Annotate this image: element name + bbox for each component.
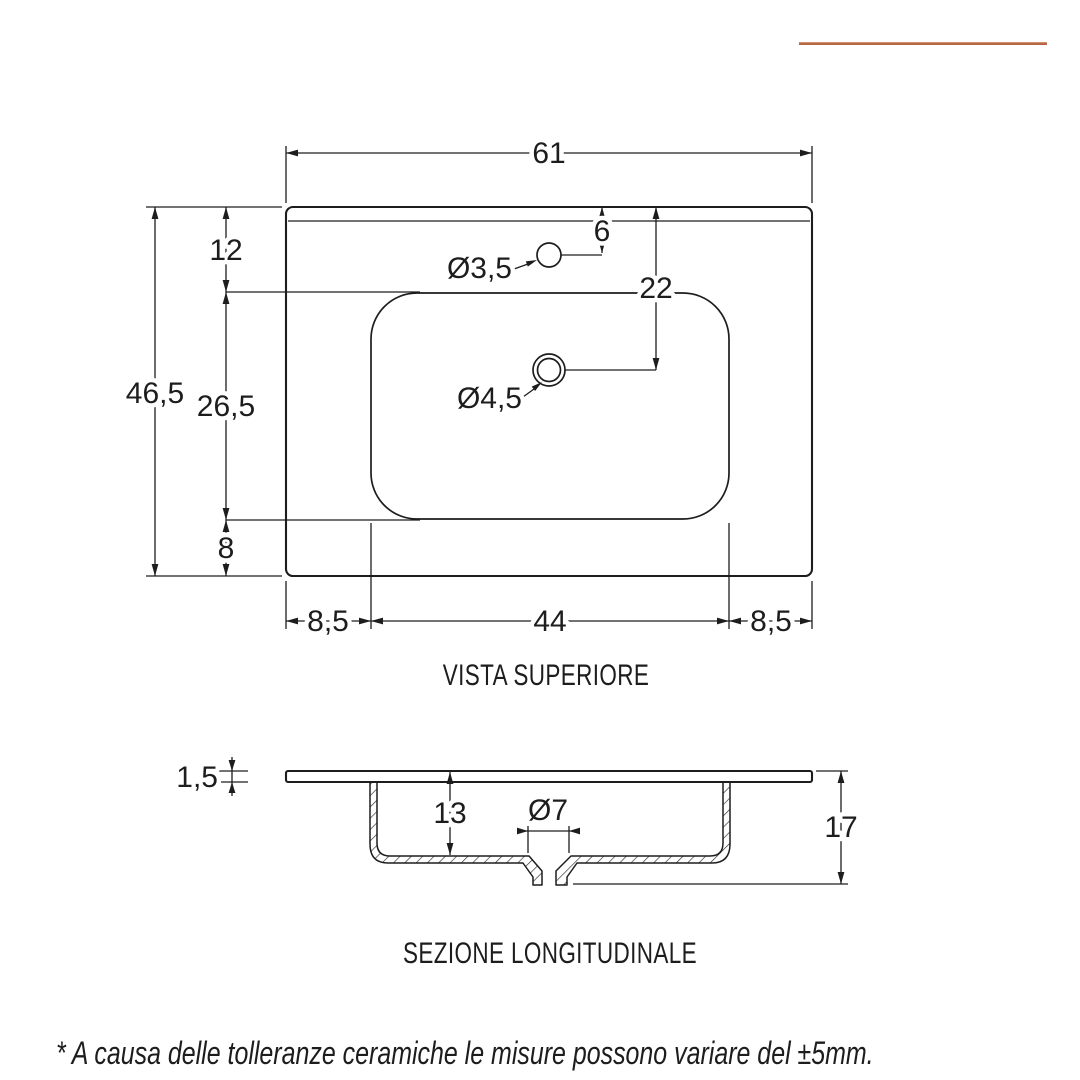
countertop-slab <box>286 771 812 782</box>
dim-label-drain-diameter: Ø4,5 <box>456 382 522 415</box>
dim-label-total-depth: 46,5 <box>125 377 185 410</box>
section-view-title: SEZIONE LONGITUDINALE <box>402 935 698 970</box>
dim-label-drain-section-diameter: Ø7 <box>527 794 569 827</box>
dim-label-basin-to-front: 8 <box>217 532 235 565</box>
dim-total-height <box>573 771 858 884</box>
dim-total-width <box>286 137 812 203</box>
dim-label-edge-thickness: 1,5 <box>176 761 218 794</box>
dim-label-total-width: 61 <box>532 137 566 170</box>
top-view <box>126 137 812 692</box>
basin-section-right-wall <box>556 782 730 885</box>
dim-label-total-height: 17 <box>824 811 858 844</box>
section-view <box>176 757 857 970</box>
tolerance-footnote: * A causa delle tolleranze ceramiche le misure possono variare del ±5mm. <box>56 1036 874 1072</box>
dim-drain-section-diameter <box>517 794 580 853</box>
dim-label-basin-depth: 26,5 <box>196 390 256 423</box>
dim-label-back-to-basin: 12 <box>209 234 243 267</box>
dim-label-faucet-offset: 6 <box>593 215 611 248</box>
dim-label-side-margin-right: 8,5 <box>750 605 792 638</box>
top-view-title: VISTA SUPERIORE <box>442 657 650 692</box>
dim-edge-thickness <box>176 757 248 796</box>
dim-label-basin-width: 44 <box>533 605 567 638</box>
dim-inner-depth <box>433 772 466 855</box>
dim-label-drain-offset: 22 <box>639 272 673 305</box>
dim-label-side-margin-left: 8,5 <box>307 605 349 638</box>
dim-label-inner-depth: 13 <box>433 797 467 830</box>
dim-label-faucet-diameter: Ø3,5 <box>446 252 512 285</box>
